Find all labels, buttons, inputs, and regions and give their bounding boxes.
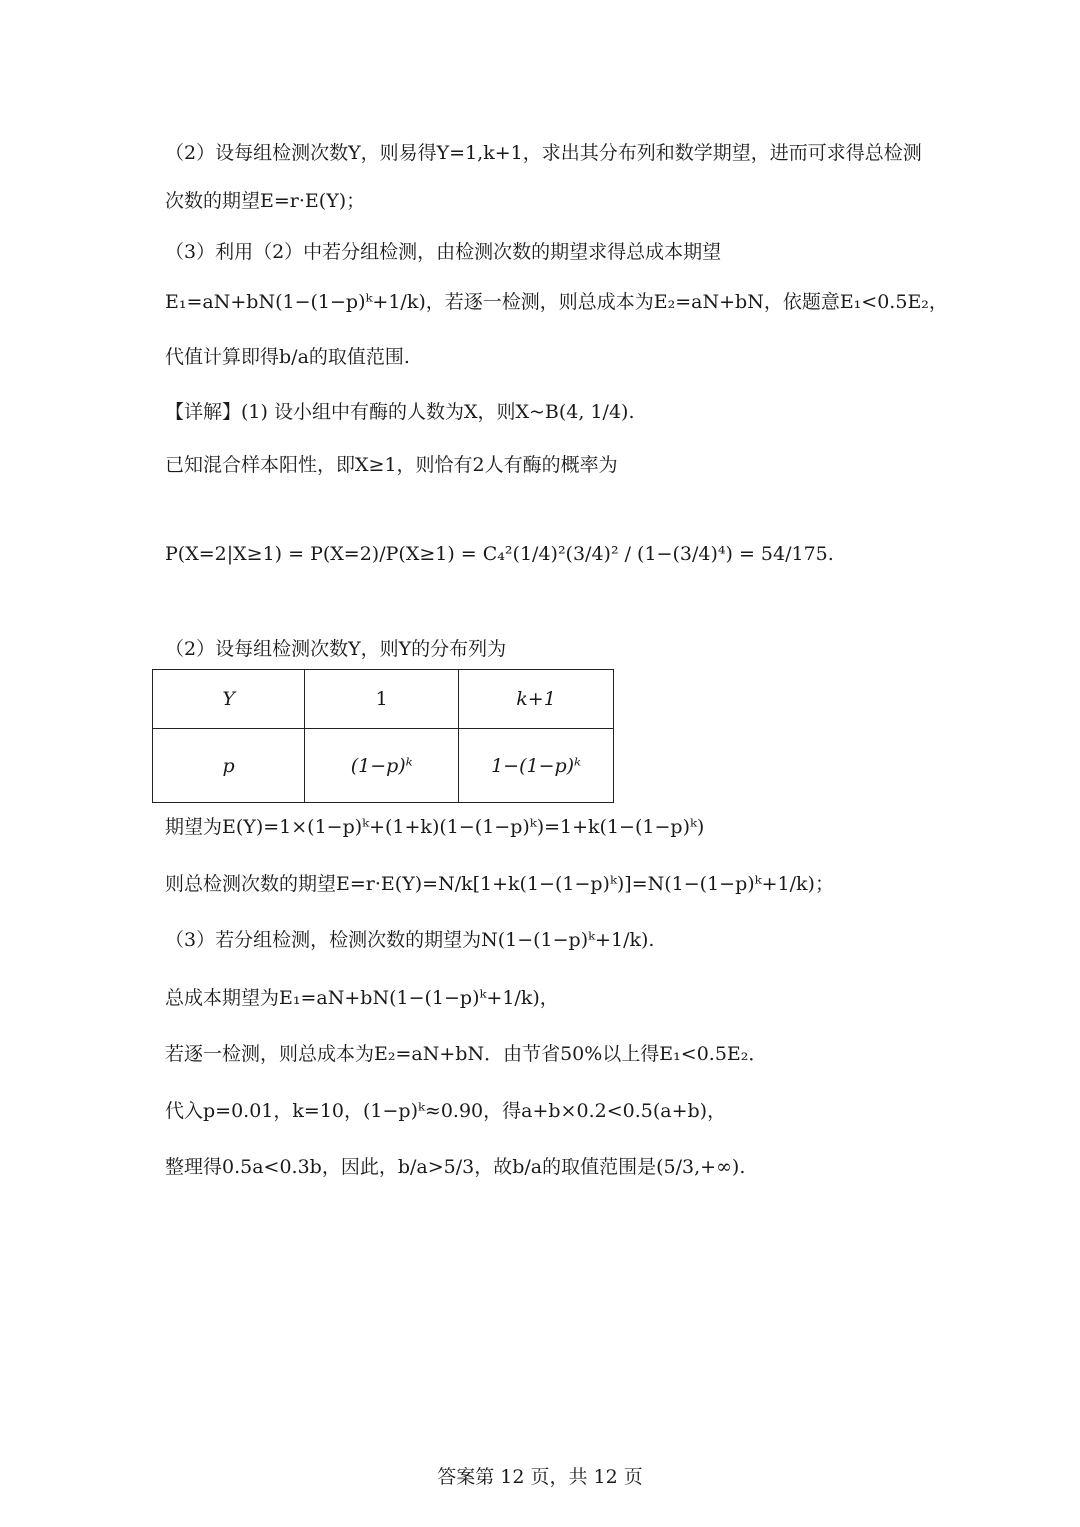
text-line-9: （2）设每组检测次数Y，则Y的分布列为	[165, 638, 507, 660]
text-line-7: 已知混合样本阳性，即X≥1，则恰有2人有酶的概率为	[165, 454, 618, 476]
table-cell: (1−p)ᵏ	[305, 729, 459, 803]
table-cell: 1−(1−p)ᵏ	[459, 729, 614, 803]
text-line-5: 代值计算即得b/a的取值范围.	[165, 346, 410, 368]
text-line-16: 整理得0.5a<0.3b，因此，b/a>5/3，故b/a的取值范围是(5/3,+∞).	[165, 1156, 746, 1178]
text-line-6: 【详解】(1) 设小组中有酶的人数为X，则X~B(4, 1/4).	[165, 401, 635, 423]
table-cell: 1	[305, 670, 459, 729]
table-row	[153, 670, 614, 729]
text-line-11: 则总检测次数的期望E=r·E(Y)=N/k[1+k(1−(1−p)ᵏ)]=N(1−(1−p)ᵏ+1/k)；	[165, 873, 834, 895]
text-line-10: 期望为E(Y)=1×(1−p)ᵏ+(1+k)(1−(1−p)ᵏ)=1+k(1−(1−p)ᵏ)	[165, 816, 705, 838]
text-line-14: 若逐一检测，则总成本为E₂=aN+bN．由节省50%以上得E₁<0.5E₂．	[165, 1043, 768, 1065]
text-line-2: 次数的期望E=r·E(Y)；	[165, 190, 366, 212]
text-line-1: （2）设每组检测次数Y，则易得Y=1,k+1，求出其分布列和数学期望，进而可求得总检测	[165, 142, 922, 164]
text-line-12: （3）若分组检测，检测次数的期望为N(1−(1−p)ᵏ+1/k).	[165, 929, 655, 951]
table-cell: p	[153, 729, 305, 803]
page-footer: 答案第 12 页，共 12 页	[437, 1466, 643, 1488]
formula-conditional-probability: P(X=2|X≥1) = P(X=2)/P(X≥1) = C₄²(1/4)²(3/4)² / (1−(3/4)⁴) = 54/175.	[165, 543, 834, 565]
text-line-13: 总成本期望为E₁=aN+bN(1−(1−p)ᵏ+1/k)，	[165, 987, 559, 1009]
text-line-4: E₁=aN+bN(1−(1−p)ᵏ+1/k)，若逐一检测，则总成本为E₂=aN+bN，依题意E₁<0.5E₂，	[165, 291, 948, 313]
table-row	[153, 729, 614, 803]
distribution-table	[152, 669, 614, 803]
text-line-3: （3）利用（2）中若分组检测，由检测次数的期望求得总成本期望	[165, 241, 722, 263]
table-cell: Y	[153, 670, 305, 729]
text-line-15: 代入p=0.01，k=10，(1−p)ᵏ≈0.90，得a+b×0.2<0.5(a+b)，	[165, 1100, 727, 1122]
table-cell: k+1	[459, 670, 614, 729]
